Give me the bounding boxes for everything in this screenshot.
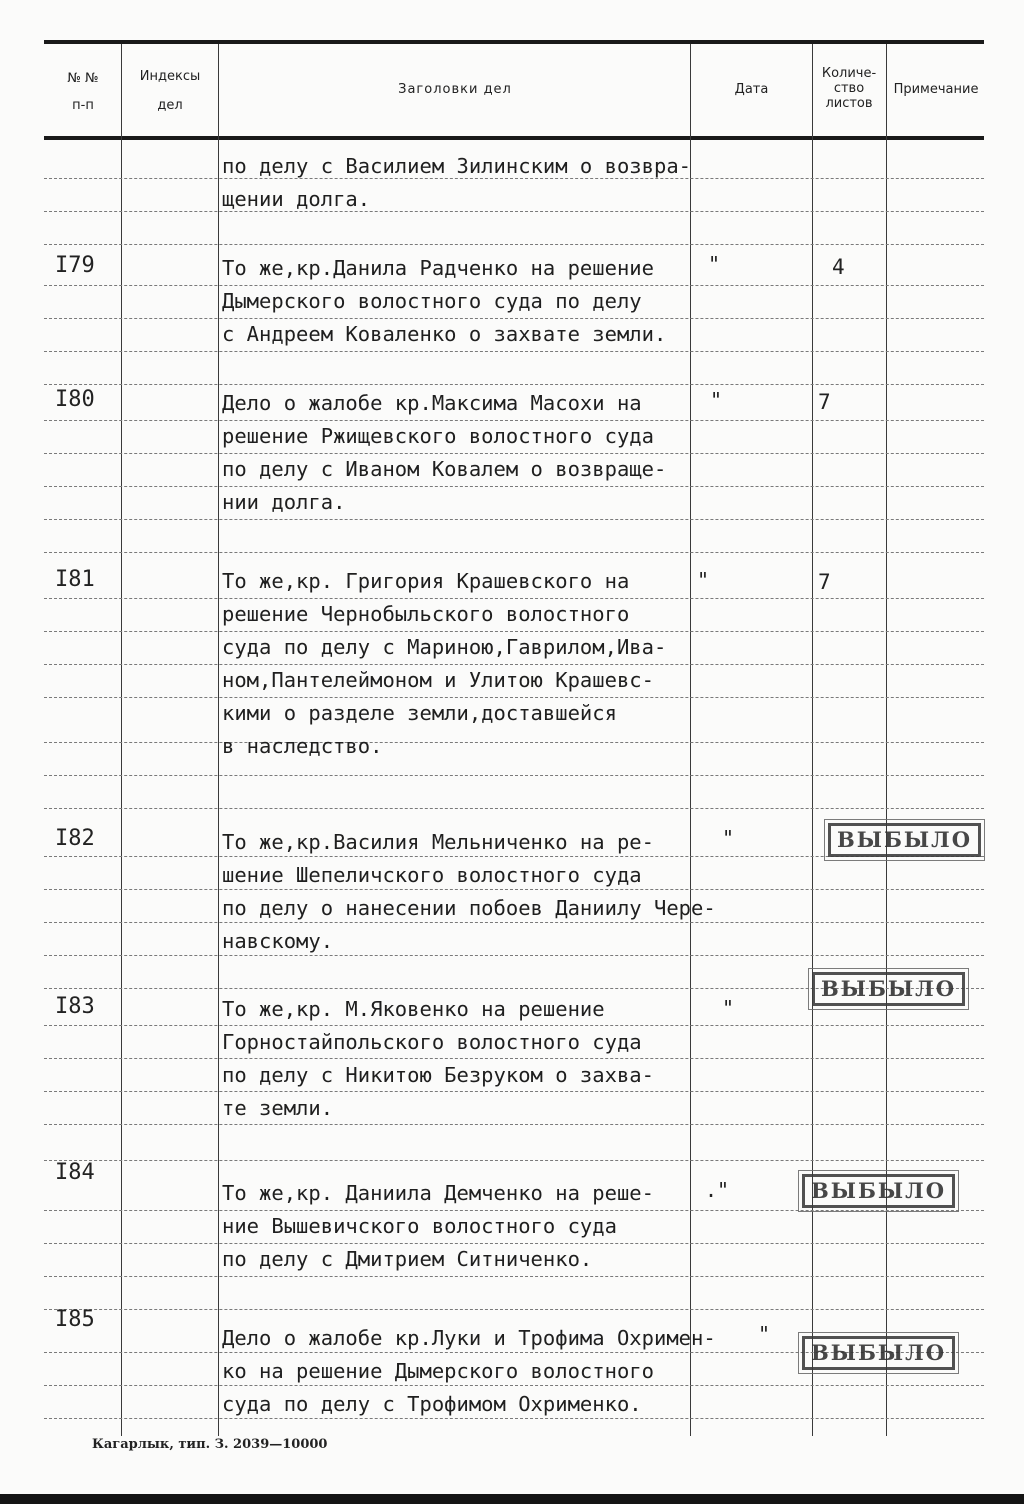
- header-index: [124, 68, 216, 114]
- status-stamp: ВЫБЫЛО: [812, 972, 965, 1006]
- entry-date: ": [697, 568, 710, 592]
- title-line: навскому.: [222, 929, 334, 953]
- entry-count: 7: [818, 570, 831, 594]
- entry-count: 4: [832, 255, 845, 279]
- title-line: То же,кр. Даниила Демченко на реше-: [222, 1181, 654, 1205]
- title-line: То же,кр. М.Яковенко на решение: [222, 997, 605, 1021]
- title-line: Горностайпольского волостного суда: [222, 1030, 642, 1054]
- header-number-sub: п-п: [72, 98, 94, 113]
- title-line: решение Чернобыльского волостного: [222, 602, 630, 626]
- header-index-label: Индексы: [139, 69, 201, 84]
- entry-title: [222, 565, 692, 763]
- title-line: решение Ржищевского волостного суда: [222, 424, 654, 448]
- entry-title: [222, 1177, 692, 1276]
- top-rule: [44, 40, 984, 44]
- entry-count: 7: [818, 390, 831, 414]
- header-title: Заголовки дел: [398, 82, 512, 97]
- entry-number: I79: [55, 253, 95, 278]
- title-line: То же,кр.Василия Мельниченко на ре-: [222, 830, 654, 854]
- header-rule: [44, 136, 984, 140]
- title-line: по делу с Василием Зилинским о возвра-: [222, 154, 691, 178]
- entry-number: I83: [55, 994, 95, 1019]
- entry-date: ": [722, 826, 735, 850]
- title-line: по делу с Никитою Безруком о захва-: [222, 1063, 654, 1087]
- header-index-sub: дел: [157, 98, 183, 113]
- title-line: кими о разделе земли,доставшейся: [222, 701, 617, 725]
- title-line: по делу с Иваном Ковалем о возвраще-: [222, 457, 667, 481]
- title-line: по делу с Дмитрием Ситниченко.: [222, 1247, 593, 1271]
- header-number: [48, 70, 118, 114]
- scan-edge: [0, 1494, 1024, 1504]
- entry-title: [222, 387, 692, 519]
- entry-date: ": [710, 388, 723, 412]
- column-divider: [218, 44, 219, 1436]
- title-line: То же,кр.Данила Радченко на решение: [222, 256, 654, 280]
- header-date: Дата: [734, 82, 769, 97]
- title-line: Дымерского волостного суда по делу: [222, 289, 642, 313]
- status-stamp: ВЫБЫЛО: [802, 1336, 955, 1370]
- title-line: суда по делу с Мариною,Гаврилом,Ива-: [222, 635, 667, 659]
- entry-title: [222, 826, 716, 958]
- title-line: ко на решение Дымерского волостного: [222, 1359, 654, 1383]
- title-line: Дело о жалобе кр.Луки и Трофима Охримен-: [222, 1326, 716, 1350]
- status-stamp: ВЫБЫЛО: [828, 823, 981, 857]
- entry-title: [222, 1322, 716, 1421]
- entry-number: I80: [55, 387, 95, 412]
- entry-number: I84: [55, 1160, 95, 1185]
- title-line: нии долга.: [222, 490, 346, 514]
- column-divider: [886, 44, 887, 1436]
- title-line: по делу о нанесении побоев Даниилу Чере-: [222, 896, 716, 920]
- title-line: те земли.: [222, 1096, 334, 1120]
- entry-number: I82: [55, 826, 95, 851]
- title-line: суда по делу с Трофимом Охрименко.: [222, 1392, 642, 1416]
- entry-date: ": [722, 996, 735, 1020]
- printer-imprint: Кагарлык, тип. З. 2039—10000: [92, 1437, 328, 1452]
- entry-title: [222, 993, 692, 1125]
- entry-number: I85: [55, 1307, 95, 1332]
- entry-title: [222, 150, 692, 216]
- title-line: Дело о жалобе кр.Максима Масохи на: [222, 391, 642, 415]
- title-line: щении долга.: [222, 187, 371, 211]
- column-divider: [121, 44, 122, 1436]
- entry-date: .": [705, 1178, 730, 1202]
- entry-date: ": [758, 1322, 771, 1346]
- title-line: ние Вышевичского волостного суда: [222, 1214, 617, 1238]
- entry-number: I81: [55, 567, 95, 592]
- entry-title: [222, 252, 692, 351]
- title-line: шение Шепеличского волостного суда: [222, 863, 642, 887]
- header-note: Примечание: [893, 82, 979, 97]
- column-divider: [812, 44, 813, 1436]
- header-count: Количе- ство листов: [821, 66, 877, 111]
- title-line: ном,Пантелеймоном и Улитою Крашевс-: [222, 668, 654, 692]
- entry-date: ": [708, 252, 721, 276]
- status-stamp: ВЫБЫЛО: [802, 1174, 955, 1208]
- title-line: с Андреем Коваленко о захвате земли.: [222, 322, 667, 346]
- title-line: То же,кр. Григория Крашевского на: [222, 569, 630, 593]
- header-number-label: № №: [67, 71, 99, 86]
- title-line: в наследство.: [222, 734, 383, 758]
